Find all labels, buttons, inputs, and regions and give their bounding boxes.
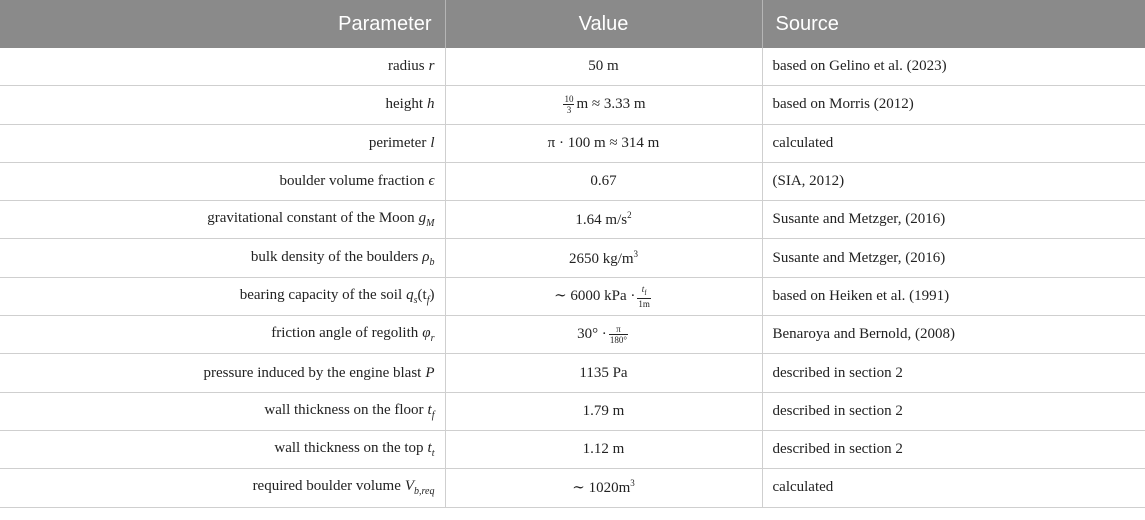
parameter-cell [0,316,445,354]
source-cell: Benaroya and Bernold, (2008) [762,316,1145,354]
source-cell: described in section 2 [762,354,1145,392]
parameter-cell [0,277,445,315]
parameter-cell [0,162,445,200]
parameter-label: wall thickness on the floor [264,401,424,418]
parameter-cell [0,201,445,239]
parameter-cell [0,86,445,124]
table-row [0,48,1145,86]
source-cell: calculated [762,469,1145,507]
parameter-symbol: h [427,96,435,113]
value-cell: 1.79 m [445,392,762,430]
table-row [0,86,1145,124]
value-text: ∼ 1020m [572,480,631,497]
source-cell: (SIA, 2012) [762,162,1145,200]
value-text: 1.64 m/s [575,212,628,229]
value-text: 2650 kg/m [568,250,634,267]
value-cell [445,316,762,354]
value-cell [445,277,762,315]
table-row [0,201,1145,239]
parameter-cell [0,48,445,86]
parameter-symbol: r [428,58,435,75]
parameter-symbol: P [425,364,435,381]
value-cell: 50 m [445,48,762,86]
parameter-label: radius [387,58,425,75]
table-row [0,354,1145,392]
parameter-symbol: ϵ [428,173,435,190]
value-fraction: $\frac{10}{3}$ [564,94,574,116]
parameter-symbol: $q_s(t_f)$ [406,286,435,306]
value-cell [445,86,762,124]
source-cell: Susante and Metzger, (2016) [762,239,1145,277]
table-row [0,392,1145,430]
parameter-cell [0,392,445,430]
source-cell: Susante and Metzger, (2016) [762,201,1145,239]
table-row [0,124,1145,162]
source-cell: based on Gelino et al. (2023) [762,48,1145,86]
parameter-symbol: $V_{b,req}$ [404,478,435,498]
parameter-label: required boulder volume [252,478,401,495]
parameter-symbol: $g_M$ [418,210,435,230]
value-fraction: $\frac{t_f}{1m}$ [638,284,650,309]
parameter-label: perimeter [368,134,427,151]
header-value: Value [445,0,762,48]
value-cell: ∼ $1020m^3$ [445,469,762,507]
source-cell: described in section 2 [762,392,1145,430]
value-text: 30° · [577,326,607,343]
parameter-label: bearing capacity of the soil [239,286,403,303]
parameter-symbol: $t_f$ [427,401,435,421]
table-row [0,277,1145,315]
parameter-label: pressure induced by the engine blast [203,364,422,381]
table-row [0,162,1145,200]
table-row [0,430,1145,468]
parameter-cell [0,124,445,162]
value-text: ∼ 6000 kPa · [554,287,636,304]
parameter-label: wall thickness on the top [274,440,424,457]
parameter-label: gravitational constant of the Moon [207,210,415,227]
parameter-cell [0,354,445,392]
source-cell: described in section 2 [762,430,1145,468]
parameter-cell [0,469,445,507]
source-cell: based on Heiken et al. (1991) [762,277,1145,315]
table-header [0,0,1145,48]
table-row [0,239,1145,277]
parameter-label: friction angle of regolith [271,325,419,342]
source-cell: calculated [762,124,1145,162]
parameter-cell [0,430,445,468]
header-source: Source [762,0,1145,48]
value-cell: 1135 Pa [445,354,762,392]
table-body [0,48,1145,507]
parameter-symbol: $\rho_b$ [422,248,435,268]
table-row [0,316,1145,354]
parameter-symbol: l [430,134,435,151]
parameter-symbol: $t_t$ [427,440,435,460]
parameter-symbol: $\varphi_r$ [422,325,435,345]
parameter-label: height [385,96,423,113]
value-cell: 1.64 $m/s^2$ [445,201,762,239]
value-cell: 0.67 [445,162,762,200]
source-cell: based on Morris (2012) [762,86,1145,124]
value-cell: 2650 $kg/m^3$ [445,239,762,277]
header-parameter: Parameter [0,0,445,48]
table-row [0,469,1145,507]
value-cell: 1.12 m [445,430,762,468]
value-text: m ≈ 3.33 m [576,96,646,113]
value-fraction: $\frac{\pi}{180^\circ}$ [609,324,627,346]
parameter-label: bulk density of the boulders [250,248,419,265]
value-cell: π · 100 m ≈ 314 m [445,124,762,162]
parameter-cell [0,239,445,277]
parameter-label: boulder volume fraction [279,173,425,190]
